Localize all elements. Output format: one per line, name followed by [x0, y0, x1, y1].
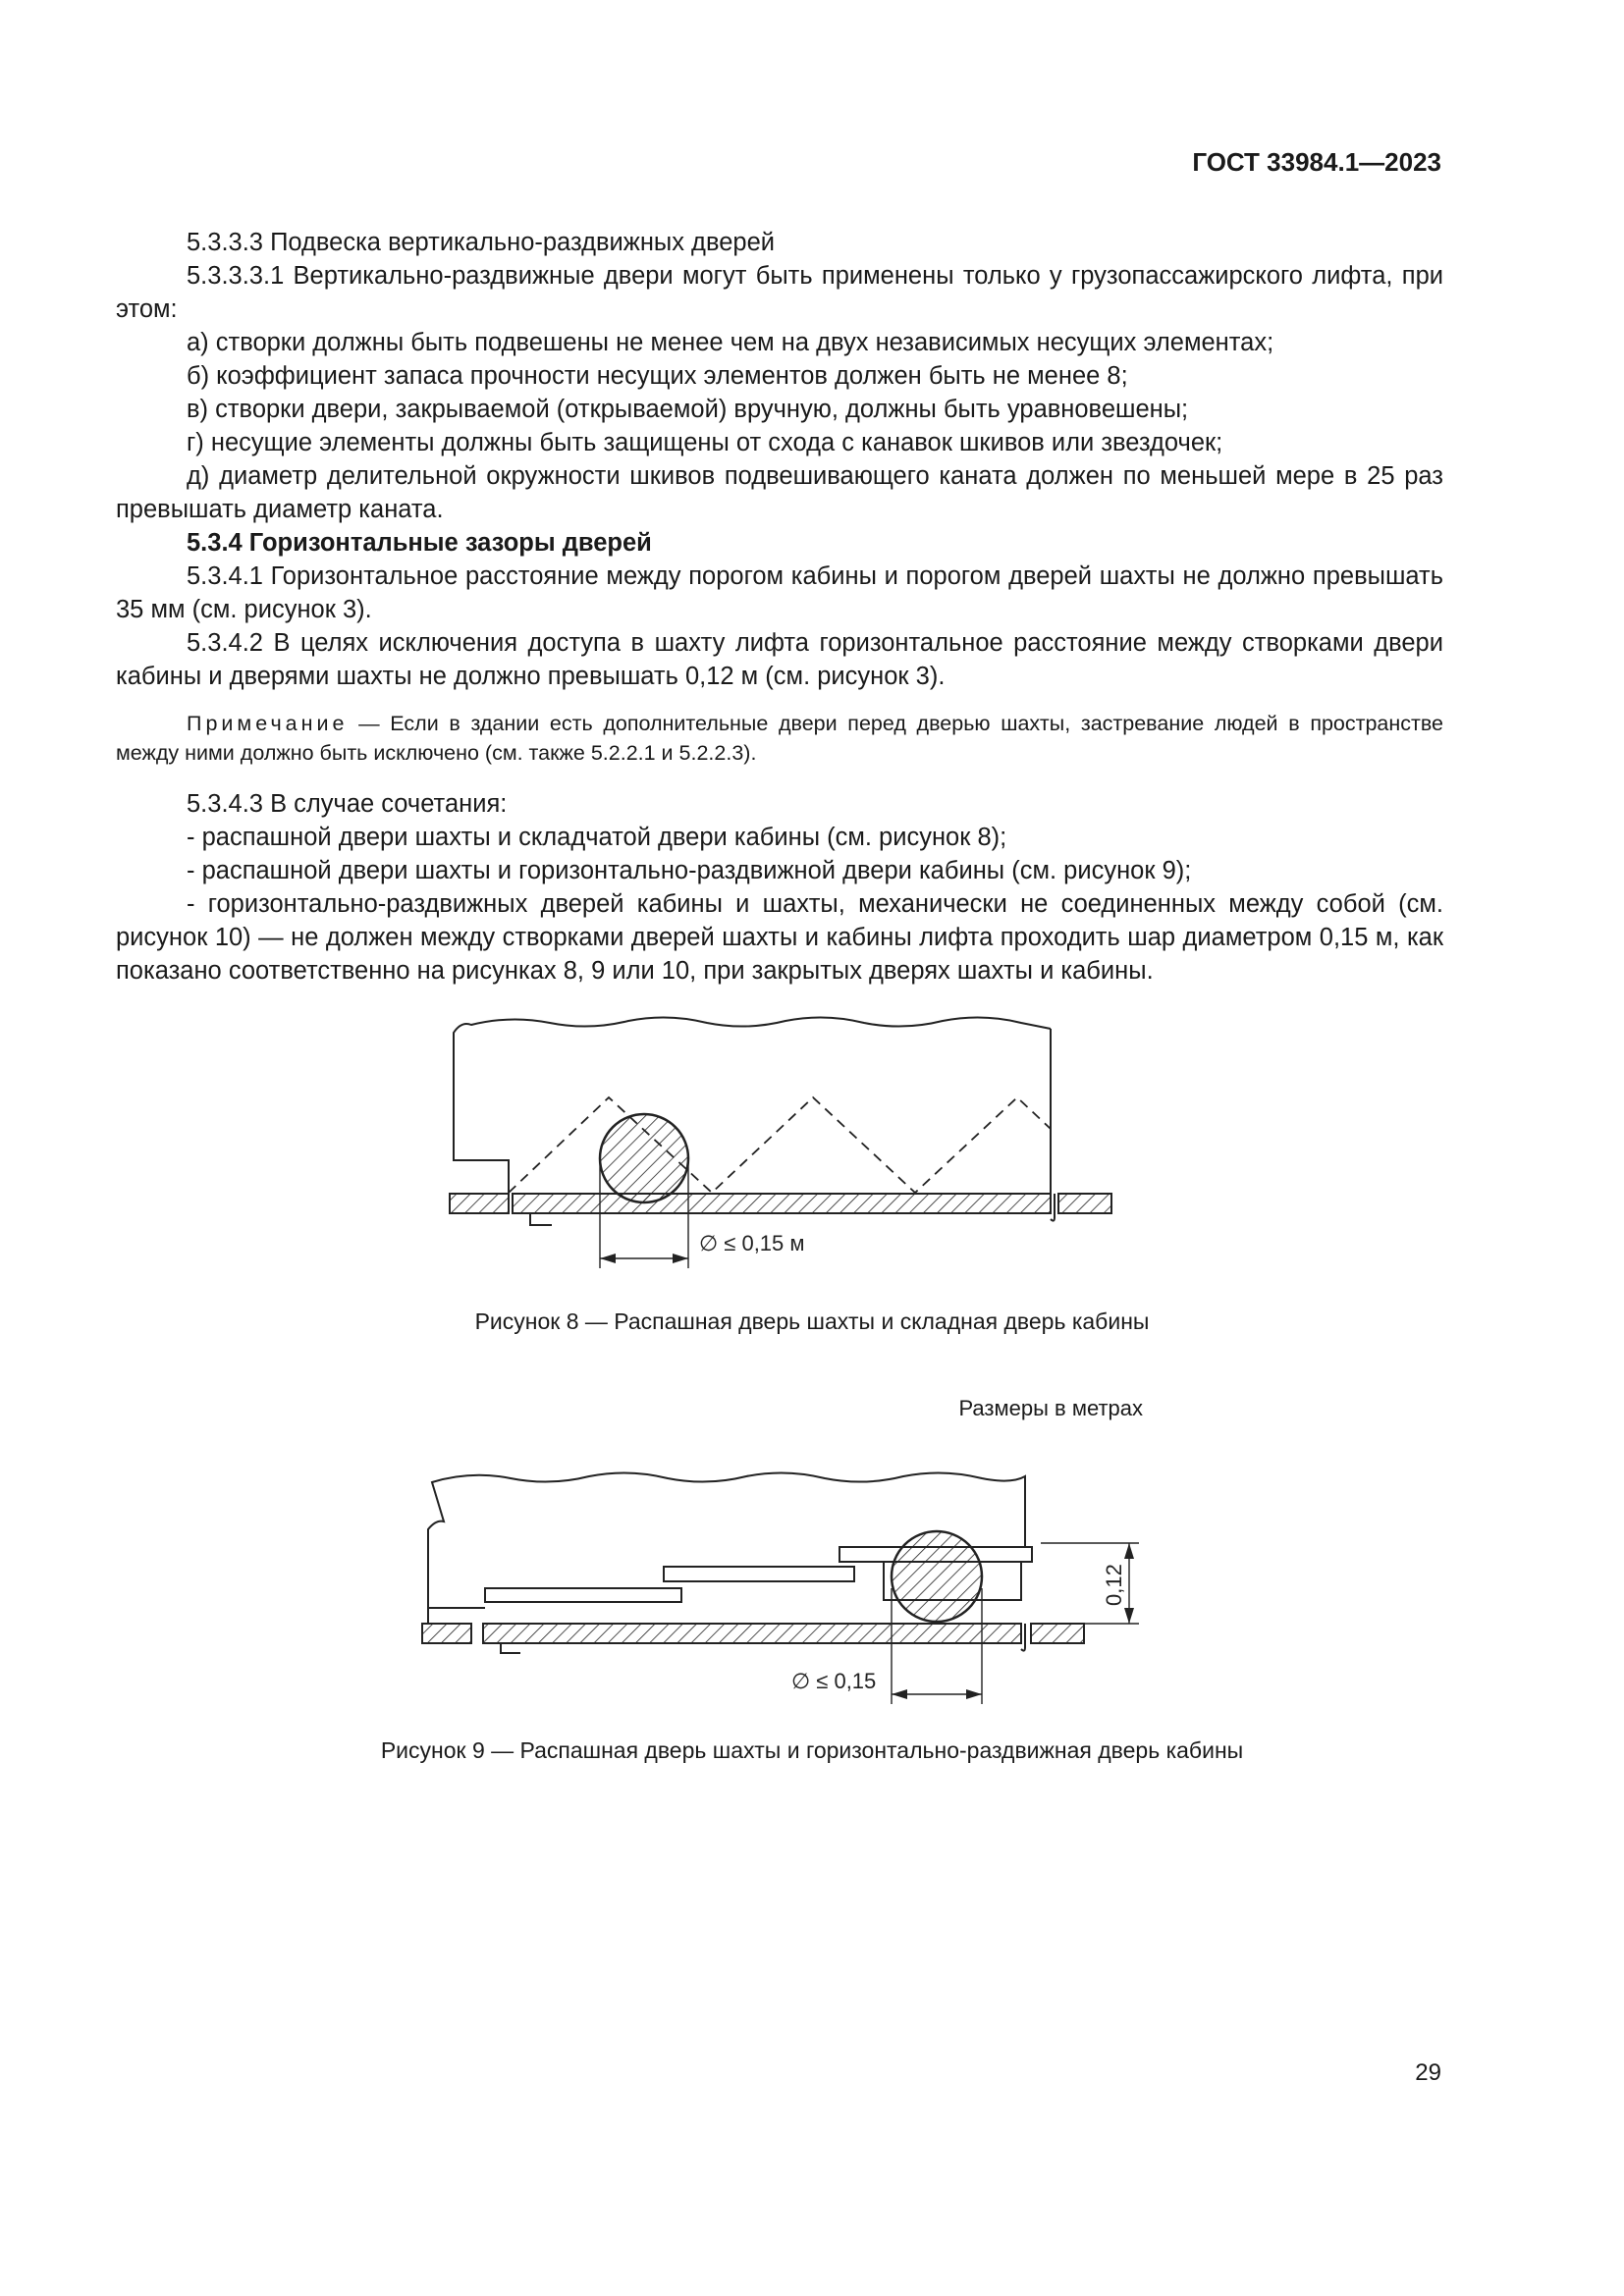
- note-text: — Если в здании есть дополнительные двери перед дверью шахты, застревание людей в пространстве между ними должно быть исключено (см. также 5.2.2.1 и 5.2.2.3).: [116, 712, 1443, 765]
- paragraph: 5.3.4.1 Горизонтальное расстояние между порогом кабины и порогом дверей шахты не должно превышать 35 мм (см. рисунок 3).: [116, 562, 1443, 623]
- list-item: - горизонтально-раздвижных дверей кабины и шахты, механически не соединенных между собой (см. рисунок 10) — не должен между створками дверей шахты и кабины лифта проходить шар диаметром 0,15 м, как показано соответственно на рисунках 8, 9 или 10, при закрытых дверях шахты и кабины.: [116, 890, 1443, 985]
- figure-8-dimension: ∅ ≤ 0,15 м: [699, 1231, 805, 1255]
- units-note: Размеры в метрах: [958, 1396, 1143, 1420]
- figure-8: [0, 1011, 1624, 1335]
- page-number: 29: [1415, 2059, 1441, 2086]
- paragraph: 5.3.4.2 В целях исключения доступа в шахту лифта горизонтальное расстояние между створками двери кабины и дверями шахты не должно превышать 0,12 м (см. рисунок 3).: [116, 629, 1443, 690]
- note: [116, 709, 1443, 768]
- figure-9-drawing: [0, 1431, 1624, 1755]
- list-item: - распашной двери шахты и горизонтально-раздвижной двери кабины (см. рисунок 9);: [187, 857, 1192, 884]
- figure-9-caption: Рисунок 9 — Распашная дверь шахты и горизонтально-раздвижная дверь кабины: [380, 1737, 1244, 1763]
- list-item: б) коэффициент запаса прочности несущих элементов должен быть не менее 8;: [187, 362, 1128, 390]
- figure-9-dimension-width: ∅ ≤ 0,15: [791, 1669, 877, 1693]
- list-item: д) диаметр делительной окружности шкивов подвешивающего каната должен по меньшей мере в 25 раз превышать диаметр каната.: [116, 462, 1443, 523]
- list-item: г) несущие элементы должны быть защищены от схода с канавок шкивов или звездочек;: [187, 429, 1223, 456]
- paragraph: 5.3.3.3.1 Вертикально-раздвижные двери могут быть применены только у грузопассажирского лифта, при этом:: [116, 262, 1443, 323]
- figure-9-dimension-gap: 0,12: [1102, 1564, 1126, 1606]
- section-heading: 5.3.4 Горизонтальные зазоры дверей: [187, 529, 652, 557]
- list-item: - распашной двери шахты и складчатой двери кабины (см. рисунок 8);: [187, 824, 1007, 851]
- figure-8-drawing: [0, 1011, 1624, 1306]
- document-code: ГОСТ 33984.1—2023: [1192, 147, 1441, 177]
- paragraph: 5.3.4.3 В случае сочетания:: [187, 790, 508, 818]
- list-item: а) створки должны быть подвешены не менее чем на двух независимых несущих элементах;: [187, 329, 1274, 356]
- figure-9: [0, 1392, 1624, 1775]
- paragraph: 5.3.3.3 Подвеска вертикально-раздвижных дверей: [187, 229, 775, 256]
- figure-8-caption: Рисунок 8 — Распашная дверь шахты и складная дверь кабины: [474, 1308, 1150, 1334]
- list-item: в) створки двери, закрываемой (открываемой) вручную, должны быть уравновешены;: [187, 396, 1189, 423]
- note-label: Примечание: [187, 712, 349, 735]
- body-text: [116, 226, 1443, 988]
